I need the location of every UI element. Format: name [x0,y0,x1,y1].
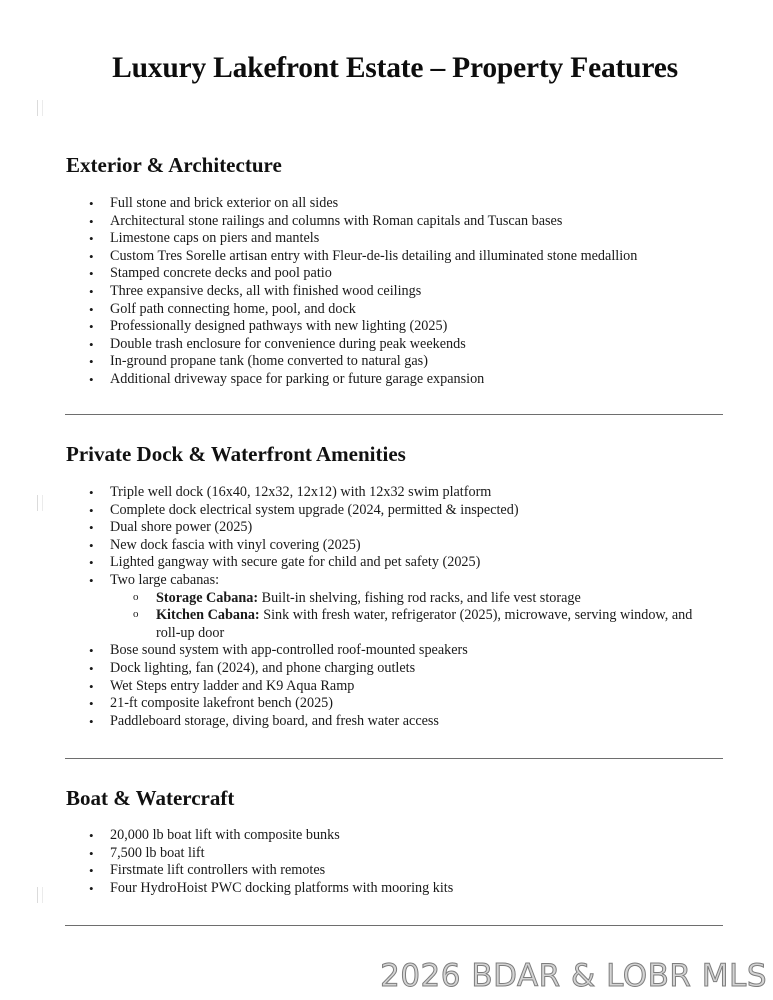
section-divider [65,758,723,759]
list-item: • Full stone and brick exterior on all sides [110,195,637,213]
list-item: • Stamped concrete decks and pool patio [110,265,637,283]
boat-feature-list [110,827,453,897]
section-heading-boat: Boat & Watercraft [66,786,235,810]
list-item: • New dock fascia with vinyl covering (2025) [110,537,670,555]
list-item: • Complete dock electrical system upgrade (2024, permitted & inspected) [110,502,670,520]
list-item: • Custom Tres Sorelle artisan entry with Fleur-de-lis detailing and illuminated stone medallion [110,248,637,266]
cabana-sublist [156,590,716,643]
document-title: Luxury Lakefront Estate – Property Features [112,52,678,84]
cabana-name: Kitchen Cabana: [156,607,260,624]
list-item: • Lighted gangway with secure gate for child and pet safety (2025) [110,554,670,572]
list-item: • Wet Steps entry ladder and K9 Aqua Ramp [110,678,670,696]
list-item: • In-ground propane tank (home converted to natural gas) [110,353,637,371]
list-item: • Four HydroHoist PWC docking platforms with mooring kits [110,880,453,898]
cabana-description: Built-in shelving, fishing rod racks, and life vest storage [258,589,581,606]
list-item: • Dual shore power (2025) [110,519,670,537]
cabana-description: Sink with fresh water, refrigerator (2025), microwave, serving window, and roll-up door [156,607,693,641]
list-item: • Limestone caps on piers and mantels [110,230,637,248]
list-item: • Architectural stone railings and columns with Roman capitals and Tuscan bases [110,213,637,231]
scan-mark [37,100,43,116]
section-divider [65,925,723,926]
list-item: • Dock lighting, fan (2024), and phone charging outlets [110,660,670,678]
list-item: • 7,500 lb boat lift [110,845,453,863]
cabana-name: Storage Cabana: [156,589,259,606]
sub-list-item [156,607,716,642]
list-item: • Professionally designed pathways with new lighting (2025) [110,318,637,336]
list-item [110,571,693,642]
exterior-feature-list [110,195,637,389]
sub-list-item [156,590,716,608]
cabanas-label: Two large cabanas: [110,571,220,588]
scan-mark [37,887,43,903]
list-item: • Additional driveway space for parking or future garage expansion [110,371,637,389]
list-item: • Triple well dock (16x40, 12x32, 12x12) with 12x32 swim platform [110,484,670,502]
list-item: • Golf path connecting home, pool, and dock [110,301,637,319]
list-item: • 20,000 lb boat lift with composite bunks [110,827,453,845]
list-item: • Bose sound system with app-controlled roof-mounted speakers [110,642,670,660]
section-heading-dock: Private Dock & Waterfront Amenities [66,442,406,466]
scan-mark [37,495,43,511]
mls-watermark: 2026 BDAR & LOBR MLS [380,958,767,994]
section-divider [65,414,723,415]
list-item: • Firstmate lift controllers with remotes [110,862,453,880]
list-item: • Three expansive decks, all with finished wood ceilings [110,283,637,301]
dock-feature-list [110,484,693,730]
section-heading-exterior: Exterior & Architecture [66,153,282,177]
list-item: • 21-ft composite lakefront bench (2025) [110,695,670,713]
list-item: • Paddleboard storage, diving board, and fresh water access [110,713,670,731]
list-item: • Double trash enclosure for convenience during peak weekends [110,336,637,354]
